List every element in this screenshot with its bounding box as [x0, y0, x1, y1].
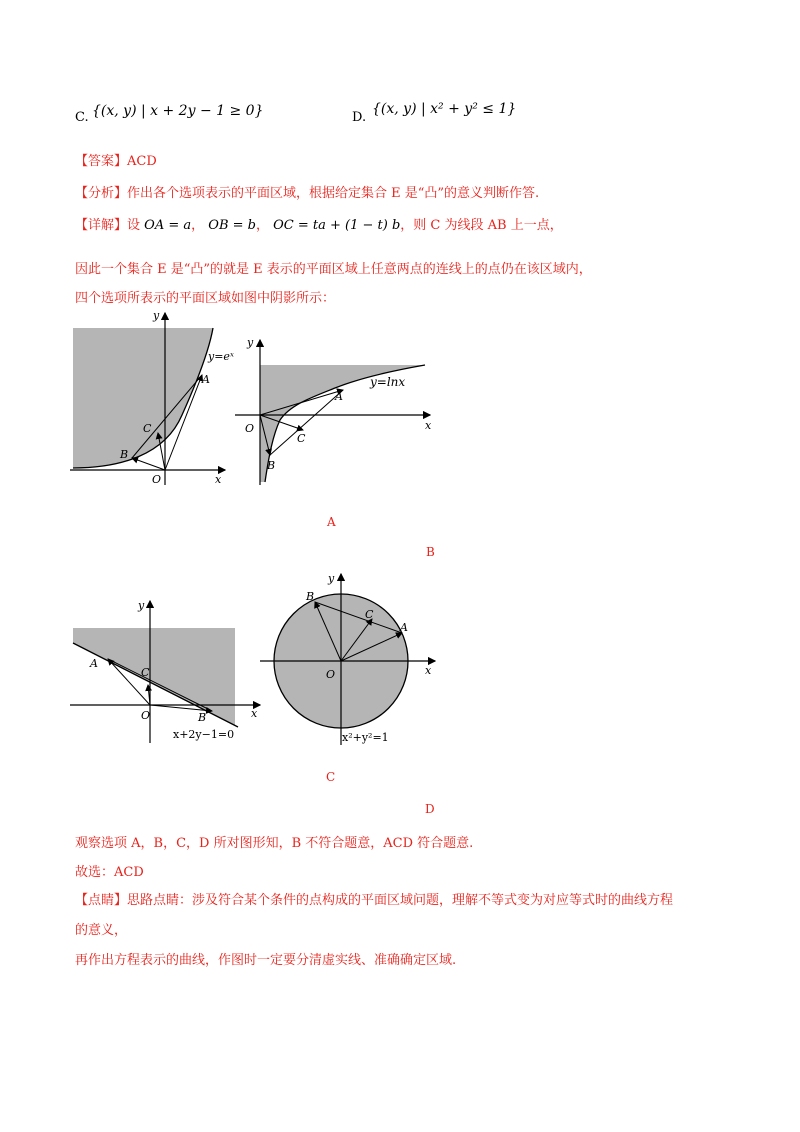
answer-tag: 【答案】 — [75, 154, 128, 169]
paragraph-regions: 四个选项所表示的平面区域如图中阴影所示： — [75, 291, 336, 306]
tip-line — [75, 889, 673, 908]
detail-suffix: ，则 C 为线段 AB 上一点， — [400, 218, 563, 233]
y-label: y — [138, 599, 145, 612]
point-a-label: A — [90, 657, 98, 670]
answer-line — [75, 150, 157, 169]
point-c-label: C — [143, 422, 152, 435]
y-label: y — [153, 309, 160, 322]
point-c-label: C — [297, 432, 306, 445]
origin-label: O — [245, 422, 255, 435]
line-equation-label: x+2y−1=0 — [173, 728, 235, 741]
point-a-label: A — [202, 373, 210, 386]
paragraph-convex: 因此一个集合 E 是“凸”的就是 E 表示的平面区域上任意两点的连线上的点仍在该区域内， — [75, 262, 592, 277]
point-b-label: B — [306, 590, 315, 603]
detail-oa: OA = a — [144, 218, 192, 233]
analysis-text: 作出各个选项表示的平面区域，根据给定集合 E 是“凸”的意义判断作答. — [127, 186, 540, 201]
caption-b: B — [426, 545, 435, 559]
option-c-label: C. — [75, 110, 89, 125]
detail-tag: 【详解】 — [75, 218, 128, 233]
x-label: x — [215, 473, 222, 485]
option-d-set: {(x, y) | x² + y² ≤ 1} — [372, 101, 517, 117]
analysis-line — [75, 182, 539, 201]
point-c-label: C — [141, 666, 150, 679]
y-label: y — [247, 336, 254, 349]
x-label: x — [425, 664, 432, 677]
tip-tag: 【点睛】 — [75, 893, 128, 908]
caption-a: A — [327, 515, 336, 529]
detail-prefix: 设 — [127, 218, 141, 233]
option-d-label: D. — [352, 110, 367, 125]
tip-continuation: 的意义， — [75, 923, 128, 938]
point-c-label: C — [365, 608, 374, 621]
origin-label: O — [141, 709, 151, 722]
shaded-region — [73, 328, 213, 468]
figure-b — [235, 330, 440, 488]
x-label: x — [425, 419, 432, 432]
observation-line: 观察选项 A，B，C，D 所对图形知，B 不符合题意，ACD 符合题意. — [75, 836, 474, 851]
tip-text: 思路点睛：涉及符合某个条件的点构成的平面区域问题，理解不等式变为对应等式时的曲线方程 — [127, 893, 674, 908]
caption-d: D — [425, 802, 435, 816]
curve-label: y=eˣ — [208, 350, 234, 363]
point-a-label: A — [335, 390, 343, 403]
answer-text: ACD — [127, 154, 157, 169]
origin-label: O — [326, 668, 336, 681]
x-label: x — [251, 707, 258, 720]
figure-d — [260, 570, 440, 750]
choice-line: 故选：ACD — [75, 865, 144, 880]
analysis-tag: 【分析】 — [75, 186, 128, 201]
detail-oc: OC = ta + (1 − t) b — [273, 218, 401, 233]
origin-label: O — [152, 473, 162, 485]
detail-line: 【详解】设 OA = a， OB = b， OC = ta + (1 − t) b，则 C 为线段 AB 上一点， — [75, 218, 563, 233]
point-b-label: B — [267, 459, 276, 472]
point-b-label: B — [198, 711, 207, 724]
figure-c — [70, 595, 265, 745]
option-c-set: {(x, y) | x + 2y − 1 ≥ 0} — [92, 103, 264, 119]
figure-a — [70, 305, 240, 485]
point-b-label: B — [120, 448, 129, 461]
curve-label: y=lnx — [370, 375, 406, 389]
point-a-label: A — [400, 621, 408, 634]
detail-ob: OB = b — [208, 218, 256, 233]
y-label: y — [328, 572, 335, 585]
vector-ob — [132, 458, 165, 470]
caption-c: C — [326, 770, 336, 784]
circle-equation-label: x²+y²=1 — [342, 731, 389, 744]
tip-last-line: 再作出方程表示的曲线，作图时一定要分清虚实线、准确确定区域. — [75, 953, 457, 968]
